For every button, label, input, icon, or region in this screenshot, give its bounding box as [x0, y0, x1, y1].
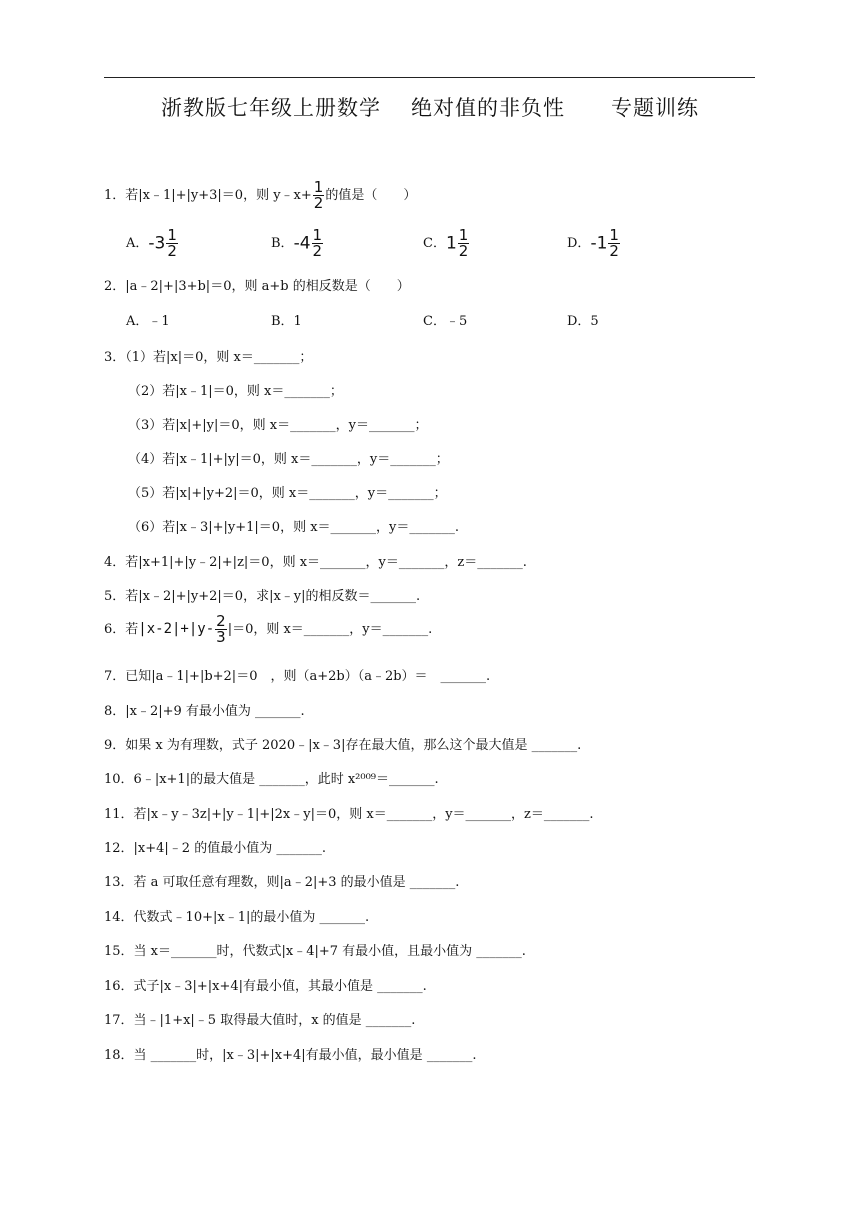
fraction: $\frac{1}{2}$ — [313, 178, 324, 212]
q2-option-d: D．5 — [567, 314, 599, 329]
question-10: 10．6﹣|x+1|的最大值是 _______，此时 x²⁰⁰⁹＝_______. — [104, 772, 439, 787]
question-1: 1．若|x﹣1|+|y+3|＝0，则 y﹣x+ $\frac{1}{2}$ 的值是（ ） — [104, 178, 417, 212]
q2-option-b: B．1 — [271, 314, 302, 329]
question-3-part-4: （4）若|x﹣1|+|y|＝0，则 x＝_______，y＝_______； — [128, 452, 449, 467]
page-title — [0, 92, 860, 122]
question-12: 12．|x+4|﹣2 的值最小值为 _______. — [104, 841, 326, 856]
title-topic: 绝对值的非负性 — [411, 96, 565, 120]
q2-option-a: A．﹣1 — [126, 314, 170, 329]
question-18: 18．当 _______时，|x﹣3|+|x+4|有最小值，最小值是 _______. — [104, 1048, 477, 1063]
question-14: 14．代数式﹣10+|x﹣1|的最小值为 _______. — [104, 910, 370, 925]
q2-option-c: C．﹣5 — [423, 314, 468, 329]
question-9: 9．如果 x 为有理数，式子 2020﹣|x﹣3|存在最大值，那么这个最大值是 _______. — [104, 738, 582, 753]
header-rule — [104, 77, 755, 78]
question-4: 4．若|x+1|+|y﹣2|+|z|＝0，则 x＝_______，y＝_______，z＝_______. — [104, 555, 527, 570]
question-5: 5．若|x﹣2|+|y+2|＝0，求|x﹣y|的相反数＝_______. — [104, 589, 421, 604]
q1-option-b: B．-4 $\frac{1}{2}$ — [271, 226, 323, 260]
question-2: 2．|a﹣2|+|3+b|＝0，则 a+b 的相反数是（ ） — [104, 279, 410, 294]
q1-option-d: D．-1 $\frac{1}{2}$ — [567, 226, 619, 260]
question-7: 7．已知|a﹣1|+|b+2|＝0 ，则（a+2b）（a﹣2b）＝ _______. — [104, 669, 491, 684]
question-15: 15．当 x＝_______时，代数式|x﹣4|+7 有最小值，且最小值为 _______. — [104, 944, 526, 959]
question-3-part-5: （5）若|x|+|y+2|＝0，则 x＝_______，y＝_______； — [128, 486, 447, 501]
question-3-part-6: （6）若|x﹣3|+|y+1|＝0，则 x＝_______，y＝_______. — [128, 520, 460, 535]
question-8: 8．|x﹣2|+9 有最小值为 _______. — [104, 704, 305, 719]
question-17: 17．当﹣|1+x|﹣5 取得最大值时，x 的值是 _______. — [104, 1013, 416, 1028]
question-6: 6．若|x-2|+|y- $\frac{2}{3}$ |＝0，则 x＝_______，y＝_______. — [104, 612, 433, 646]
question-13: 13．若 a 可取任意有理数，则|a﹣2|+3 的最小值是 _______. — [104, 875, 460, 890]
question-3-part-1: 3．（1）若|x|＝0，则 x＝_______； — [104, 350, 313, 365]
title-grade: 浙教版七年级上册数学 — [161, 96, 381, 120]
q1-option-c: C．1 $\frac{1}{2}$ — [423, 226, 469, 260]
question-3-part-3: （3）若|x|+|y|＝0，则 x＝_______，y＝_______； — [128, 418, 428, 433]
title-kind: 专题训练 — [611, 96, 699, 120]
q1-option-a: A．-3 $\frac{1}{2}$ — [126, 226, 177, 260]
question-11: 11．若|x﹣y﹣3z|+|y﹣1|+|2x﹣y|＝0，则 x＝_______，y＝_______，z＝_______. — [104, 807, 594, 822]
question-3-part-2: （2）若|x﹣1|＝0，则 x＝_______； — [128, 384, 343, 399]
question-16: 16．式子|x﹣3|+|x+4|有最小值，其最小值是 _______. — [104, 979, 427, 994]
